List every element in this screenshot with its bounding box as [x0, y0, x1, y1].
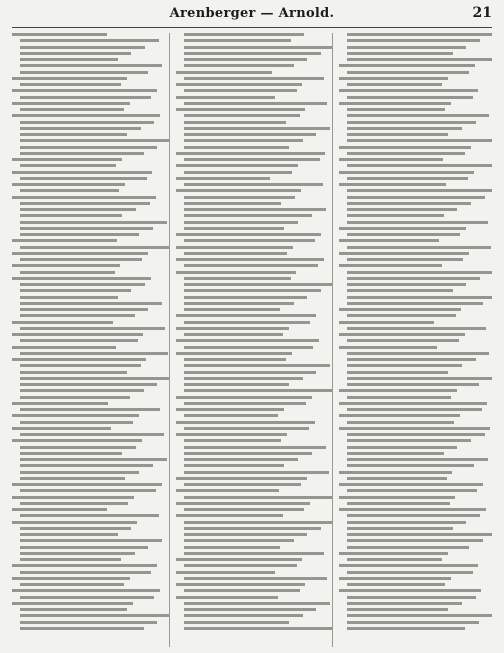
entry-line: [184, 589, 300, 592]
entry-line: [20, 96, 151, 99]
entry-line: [20, 371, 127, 374]
entry-line: [176, 502, 310, 505]
entry-line: [20, 596, 154, 599]
entry-line: [184, 483, 302, 486]
entry-line: [347, 121, 475, 124]
entry-line: [184, 264, 318, 267]
entry-line: [347, 533, 492, 536]
entry-line: [12, 77, 127, 80]
entry-line: [184, 114, 300, 117]
entry-line: [20, 464, 153, 467]
entry-line: [20, 452, 122, 455]
entry-line: [347, 196, 484, 199]
entry-line: [184, 133, 317, 136]
entry-line: [20, 383, 157, 386]
entry-line: [347, 177, 468, 180]
entry-line: [20, 164, 116, 167]
entry-line: [184, 146, 289, 149]
entry-line: [347, 421, 454, 424]
entry-line: [176, 108, 306, 111]
entry-line: [347, 371, 448, 374]
entry-line: [347, 396, 451, 399]
entry-line: [184, 364, 331, 367]
entry-line: [347, 377, 492, 380]
entry-line: [12, 196, 156, 199]
entry-line: [20, 146, 157, 149]
entry-line: [20, 502, 128, 505]
entry-line: [339, 308, 461, 311]
entry-line: [12, 102, 130, 105]
entry-line: [20, 133, 127, 136]
entry-line: [12, 589, 160, 592]
entry-line: [347, 489, 477, 492]
entry-line: [184, 458, 299, 461]
entry-line: [184, 527, 321, 530]
entry-line: [184, 283, 334, 286]
entry-line: [20, 396, 130, 399]
entry-line: [339, 552, 447, 555]
entry-line: [184, 252, 288, 255]
entry-line: [184, 321, 311, 324]
entry-line: [20, 296, 118, 299]
entry-line: [339, 589, 481, 592]
entry-line: [184, 289, 321, 292]
entry-line: [347, 546, 469, 549]
entry-line: [20, 627, 144, 630]
entry-line: [20, 221, 167, 224]
entry-line: [184, 539, 294, 542]
entry-line: [347, 502, 449, 505]
entry-line: [347, 258, 463, 261]
entry-line: [347, 271, 492, 274]
entry-line: [184, 239, 315, 242]
entry-line: [20, 608, 127, 611]
entry-line: [176, 433, 287, 436]
entry-line: [347, 602, 462, 605]
entry-line: [176, 189, 301, 192]
entry-line: [347, 164, 492, 167]
entry-line: [20, 621, 157, 624]
entry-line: [12, 439, 142, 442]
entry-line: [339, 564, 478, 567]
entry-line: [20, 258, 142, 261]
entry-line: [347, 214, 443, 217]
entry-line: [184, 77, 324, 80]
entry-line: [347, 383, 478, 386]
entry-line: [347, 446, 457, 449]
entry-line: [12, 521, 137, 524]
entry-line: [347, 464, 474, 467]
entry-line: [12, 171, 152, 174]
entry-line: [20, 121, 154, 124]
entry-line: [12, 577, 130, 580]
entry-line: [347, 58, 492, 61]
entry-line: [176, 408, 284, 411]
entry-line: [184, 608, 317, 611]
entry-line: [347, 208, 457, 211]
entry-line: [339, 89, 478, 92]
entry-line: [184, 377, 303, 380]
entry-line: [347, 608, 448, 611]
entry-line: [347, 96, 472, 99]
entry-line: [20, 177, 147, 180]
entry-line: [184, 521, 334, 524]
entry-line: [184, 302, 294, 305]
entry-line: [20, 233, 139, 236]
entry-line: [20, 52, 131, 55]
entry-line: [184, 621, 289, 624]
entry-line: [184, 471, 329, 474]
entry-line: [339, 333, 464, 336]
entry-line: [20, 539, 162, 542]
entry-line: [184, 202, 282, 205]
entry-line: [20, 202, 150, 205]
entry-line: [184, 546, 280, 549]
entry-line: [176, 352, 292, 355]
entry-line: [347, 352, 489, 355]
entry-line: [184, 346, 314, 349]
entry-line: [184, 121, 286, 124]
entry-line: [339, 471, 452, 474]
entry-line: [184, 414, 279, 417]
entry-line: [339, 414, 460, 417]
entry-line: [12, 33, 107, 36]
entry-line: [184, 358, 286, 361]
entry-line: [339, 577, 450, 580]
entry-line: [176, 233, 321, 236]
entry-line: [20, 58, 118, 61]
entry-line: [347, 139, 492, 142]
entry-line: [347, 83, 442, 86]
entry-line: [184, 221, 299, 224]
entry-line: [20, 46, 145, 49]
entry-line: [12, 239, 117, 242]
entry-line: [20, 433, 164, 436]
entry-line: [20, 327, 165, 330]
entry-line: [184, 183, 323, 186]
entry-line: [176, 421, 315, 424]
entry-line: [20, 364, 141, 367]
entry-line: [12, 602, 133, 605]
entry-line: [184, 496, 332, 499]
entry-line: [20, 271, 115, 274]
entry-column-middle: [176, 33, 334, 647]
entry-line: [347, 152, 465, 155]
entry-line: [176, 571, 275, 574]
entry-line: [184, 139, 303, 142]
entry-line: [176, 246, 294, 249]
entry-line: [20, 339, 138, 342]
entry-line: [347, 33, 492, 36]
entry-line: [20, 546, 148, 549]
entry-line: [176, 152, 326, 155]
entry-line: [184, 446, 326, 449]
entry-line: [20, 571, 151, 574]
entry-line: [176, 96, 275, 99]
entry-line: [184, 46, 334, 49]
entry-line: [347, 433, 484, 436]
entry-line: [184, 214, 312, 217]
entry-line: [184, 277, 291, 280]
entry-line: [20, 39, 159, 42]
entry-line: [12, 89, 157, 92]
entry-line: [20, 152, 144, 155]
entry-line: [184, 427, 309, 430]
entry-line: [176, 314, 316, 317]
entry-line: [184, 564, 297, 567]
entry-line: [347, 302, 483, 305]
entry-line: [12, 183, 125, 186]
entry-line: [176, 514, 283, 517]
entry-line: [347, 452, 443, 455]
entry-line: [347, 71, 469, 74]
entry-line: [20, 227, 153, 230]
entry-line: [20, 71, 148, 74]
entry-line: [184, 39, 291, 42]
entry-line: [339, 321, 434, 324]
running-title: Arenberger — Arnold.: [169, 6, 335, 21]
entry-line: [184, 552, 324, 555]
entry-line: [347, 571, 472, 574]
entry-line: [347, 621, 478, 624]
entry-line: [347, 246, 491, 249]
entry-line: [184, 464, 285, 467]
entry-line: [176, 477, 307, 480]
entry-line: [20, 208, 136, 211]
entry-line: [347, 514, 480, 517]
entry-line: [184, 171, 292, 174]
entry-line: [184, 296, 308, 299]
entry-line: [20, 421, 133, 424]
entry-line: [347, 133, 448, 136]
entry-line: [20, 389, 144, 392]
entry-line: [12, 414, 139, 417]
entry-line: [347, 614, 492, 617]
entry-line: [347, 558, 442, 561]
entry-line: [20, 489, 156, 492]
entry-line: [347, 314, 455, 317]
entry-line: [20, 471, 139, 474]
entry-line: [20, 214, 122, 217]
entry-line: [347, 327, 486, 330]
entry-line: [347, 364, 462, 367]
entry-line: [184, 402, 306, 405]
entry-line: [20, 408, 160, 411]
entry-line: [347, 583, 445, 586]
entry-line: [184, 308, 280, 311]
entry-line: [20, 139, 170, 142]
entry-line: [184, 127, 331, 130]
entry-line: [339, 483, 483, 486]
entry-line: [184, 508, 305, 511]
entry-line: [339, 346, 437, 349]
entry-line: [176, 164, 298, 167]
entry-line: [347, 52, 452, 55]
entry-line: [184, 614, 303, 617]
entry-line: [339, 227, 466, 230]
page-number: 21: [472, 5, 492, 21]
entry-line: [176, 558, 303, 561]
entry-line: [347, 189, 492, 192]
entry-line: [20, 514, 159, 517]
entry-line: [347, 408, 481, 411]
entry-line: [12, 321, 113, 324]
entry-columns: [12, 33, 492, 647]
entry-line: [339, 264, 441, 267]
entry-line: [20, 446, 136, 449]
entry-line: [339, 427, 490, 430]
entry-line: [184, 452, 312, 455]
entry-line: [347, 221, 487, 224]
entry-line: [339, 171, 473, 174]
entry-line: [184, 577, 328, 580]
entry-line: [12, 277, 151, 280]
entry-line: [184, 439, 282, 442]
entry-line: [12, 114, 160, 117]
entry-line: [20, 283, 145, 286]
entry-line: [184, 627, 334, 630]
entry-line: [347, 521, 466, 524]
entry-line: [12, 158, 122, 161]
entry-line: [184, 533, 308, 536]
entry-line: [347, 127, 462, 130]
entry-column-left: [12, 33, 170, 647]
entry-line: [176, 489, 280, 492]
entry-line: [339, 496, 455, 499]
entry-line: [176, 596, 278, 599]
entry-line: [184, 208, 326, 211]
entry-line: [339, 508, 486, 511]
entry-line: [12, 564, 157, 567]
entry-line: [339, 389, 457, 392]
entry-line: [12, 402, 108, 405]
entry-line: [176, 71, 272, 74]
running-head: [0, 5, 504, 25]
entry-line: [20, 477, 125, 480]
entry-line: [12, 427, 111, 430]
entry-line: [347, 527, 452, 530]
entry-line: [184, 89, 297, 92]
entry-line: [12, 496, 134, 499]
entry-line: [20, 302, 162, 305]
entry-line: [176, 396, 312, 399]
header-rule: [12, 27, 492, 28]
entry-line: [347, 339, 458, 342]
entry-line: [20, 314, 135, 317]
entry-line: [339, 64, 475, 67]
entry-line: [347, 114, 489, 117]
entry-line: [176, 83, 303, 86]
entry-line: [339, 402, 487, 405]
entry-line: [184, 227, 285, 230]
entry-line: [184, 371, 317, 374]
entry-line: [347, 39, 480, 42]
entry-line: [347, 477, 446, 480]
entry-line: [20, 552, 135, 555]
entry-line: [20, 246, 170, 249]
entry-line: [184, 158, 320, 161]
entry-line: [184, 52, 321, 55]
entry-line: [20, 558, 121, 561]
entry-line: [339, 77, 447, 80]
entry-line: [184, 389, 334, 392]
entry-line: [20, 308, 148, 311]
entry-line: [12, 483, 162, 486]
entry-line: [20, 83, 121, 86]
entry-line: [184, 333, 283, 336]
entry-line: [347, 539, 483, 542]
entry-line: [20, 583, 124, 586]
entry-line: [184, 33, 305, 36]
entry-line: [12, 346, 116, 349]
entry-line: [339, 158, 443, 161]
entry-line: [184, 64, 294, 67]
entry-line: [12, 264, 120, 267]
entry-line: [347, 108, 445, 111]
entry-line: [12, 508, 107, 511]
entry-line: [20, 127, 141, 130]
entry-line: [176, 271, 297, 274]
entry-line: [12, 252, 148, 255]
entry-line: [176, 339, 320, 342]
entry-line: [184, 102, 328, 105]
entry-line: [176, 177, 271, 180]
entry-line: [184, 58, 308, 61]
entry-line: [20, 527, 131, 530]
entry-line: [347, 202, 471, 205]
entry-line: [347, 627, 465, 630]
entry-line: [12, 358, 146, 361]
entry-line: [347, 296, 492, 299]
entry-line: [184, 383, 289, 386]
entry-line: [339, 252, 469, 255]
entry-line: [20, 64, 162, 67]
entry-line: [339, 239, 438, 242]
entry-column-right: [339, 33, 492, 647]
entry-line: [339, 183, 446, 186]
entry-line: [347, 277, 480, 280]
entry-line: [176, 258, 324, 261]
entry-line: [339, 102, 450, 105]
entry-line: [347, 596, 475, 599]
entry-line: [347, 46, 466, 49]
entry-line: [347, 358, 475, 361]
entry-line: [20, 458, 167, 461]
entry-line: [339, 146, 470, 149]
entry-line: [20, 377, 170, 380]
entry-line: [184, 602, 331, 605]
entry-line: [176, 583, 306, 586]
entry-line: [347, 439, 471, 442]
entry-line: [347, 289, 452, 292]
entry-line: [12, 333, 143, 336]
entry-line: [347, 233, 460, 236]
entry-line: [347, 458, 487, 461]
entry-line: [20, 352, 168, 355]
entry-line: [20, 108, 124, 111]
entry-line: [20, 189, 119, 192]
entry-line: [347, 283, 466, 286]
entry-line: [184, 196, 295, 199]
entry-line: [20, 533, 118, 536]
entry-line: [20, 614, 170, 617]
entry-line: [176, 327, 289, 330]
entry-line: [20, 289, 131, 292]
